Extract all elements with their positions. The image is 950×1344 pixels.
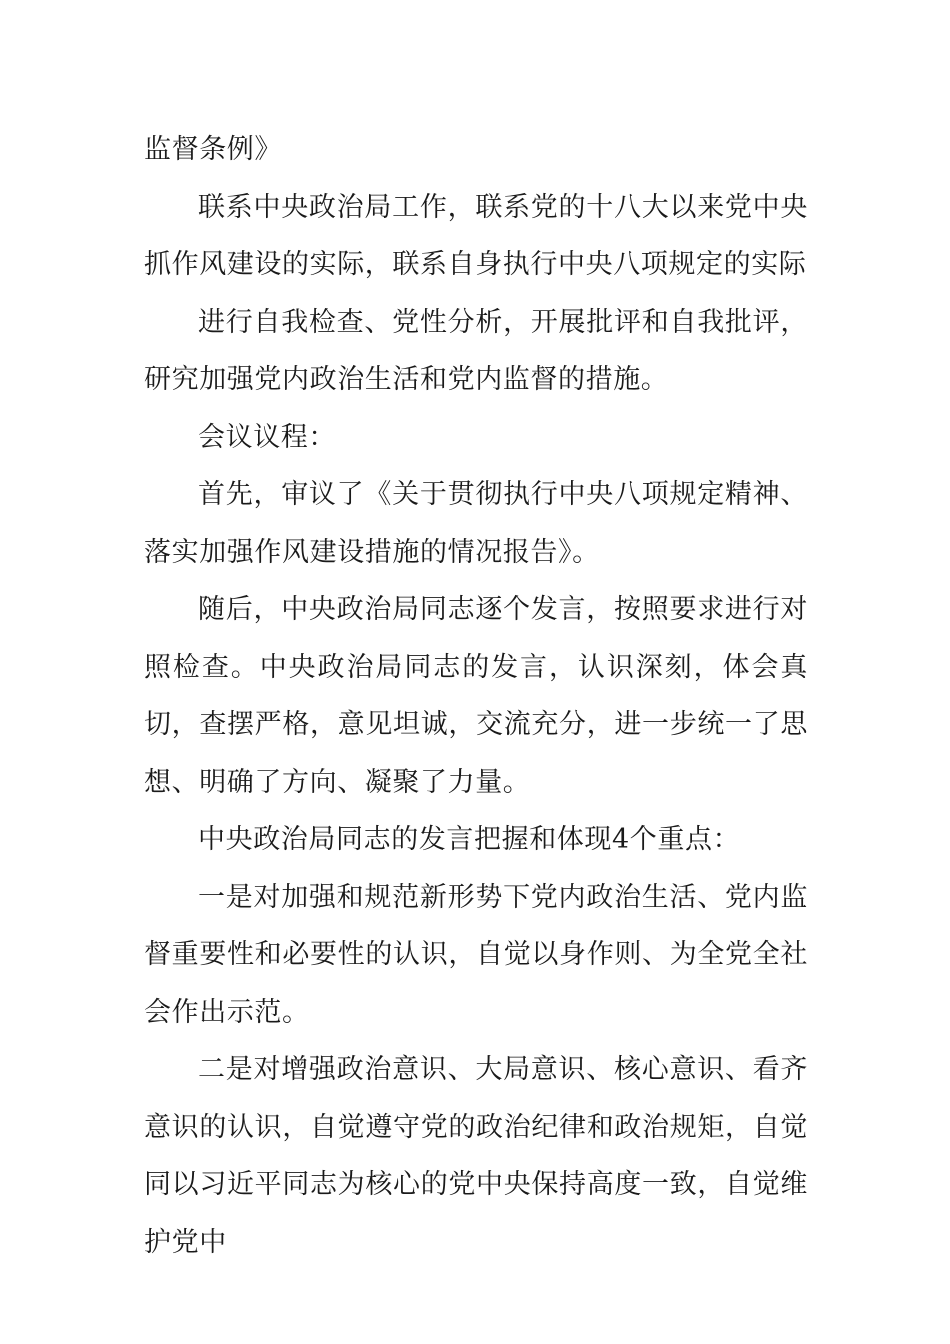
section-heading: 会议议程： bbox=[198, 421, 336, 453]
paragraph: 一是对加强和规范新形势下党内政治生活、党内监督重要性和必要性的认识，自觉以身作则、为全党全社会作出示范。 bbox=[144, 881, 808, 1028]
paragraph-continued: 监督条例》 bbox=[144, 134, 282, 165]
paragraph: 二是对增强政治意识、大局意识、核心意识、看齐意识的认识，自觉遵守党的政治纪律和政治规矩，自觉同以习近平同志为核心的党中央保持高度一致，自觉维护党中 bbox=[144, 1054, 808, 1258]
paragraph: 首先，审议了《关于贯彻执行中央八项规定精神、落实加强作风建设措施的情况报告》。 bbox=[144, 479, 808, 568]
paragraph: 随后，中央政治局同志逐个发言，按照要求进行对照检查。中央政治局同志的发言，认识深刻，体会真切，查摆严格，意见坦诚，交流充分，进一步统一了思想、明确了方向、凝聚了力量。 bbox=[144, 594, 808, 798]
document-body bbox=[144, 121, 808, 1271]
paragraph: 中央政治局同志的发言把握和体现4个重点： bbox=[198, 824, 741, 855]
paragraph: 进行自我检查、党性分析，开展批评和自我批评，研究加强党内政治生活和党内监督的措施。 bbox=[144, 306, 808, 395]
paragraph: 联系中央政治局工作，联系党的十八大以来党中央抓作风建设的实际，联系自身执行中央八项规定的实际 bbox=[144, 191, 808, 280]
